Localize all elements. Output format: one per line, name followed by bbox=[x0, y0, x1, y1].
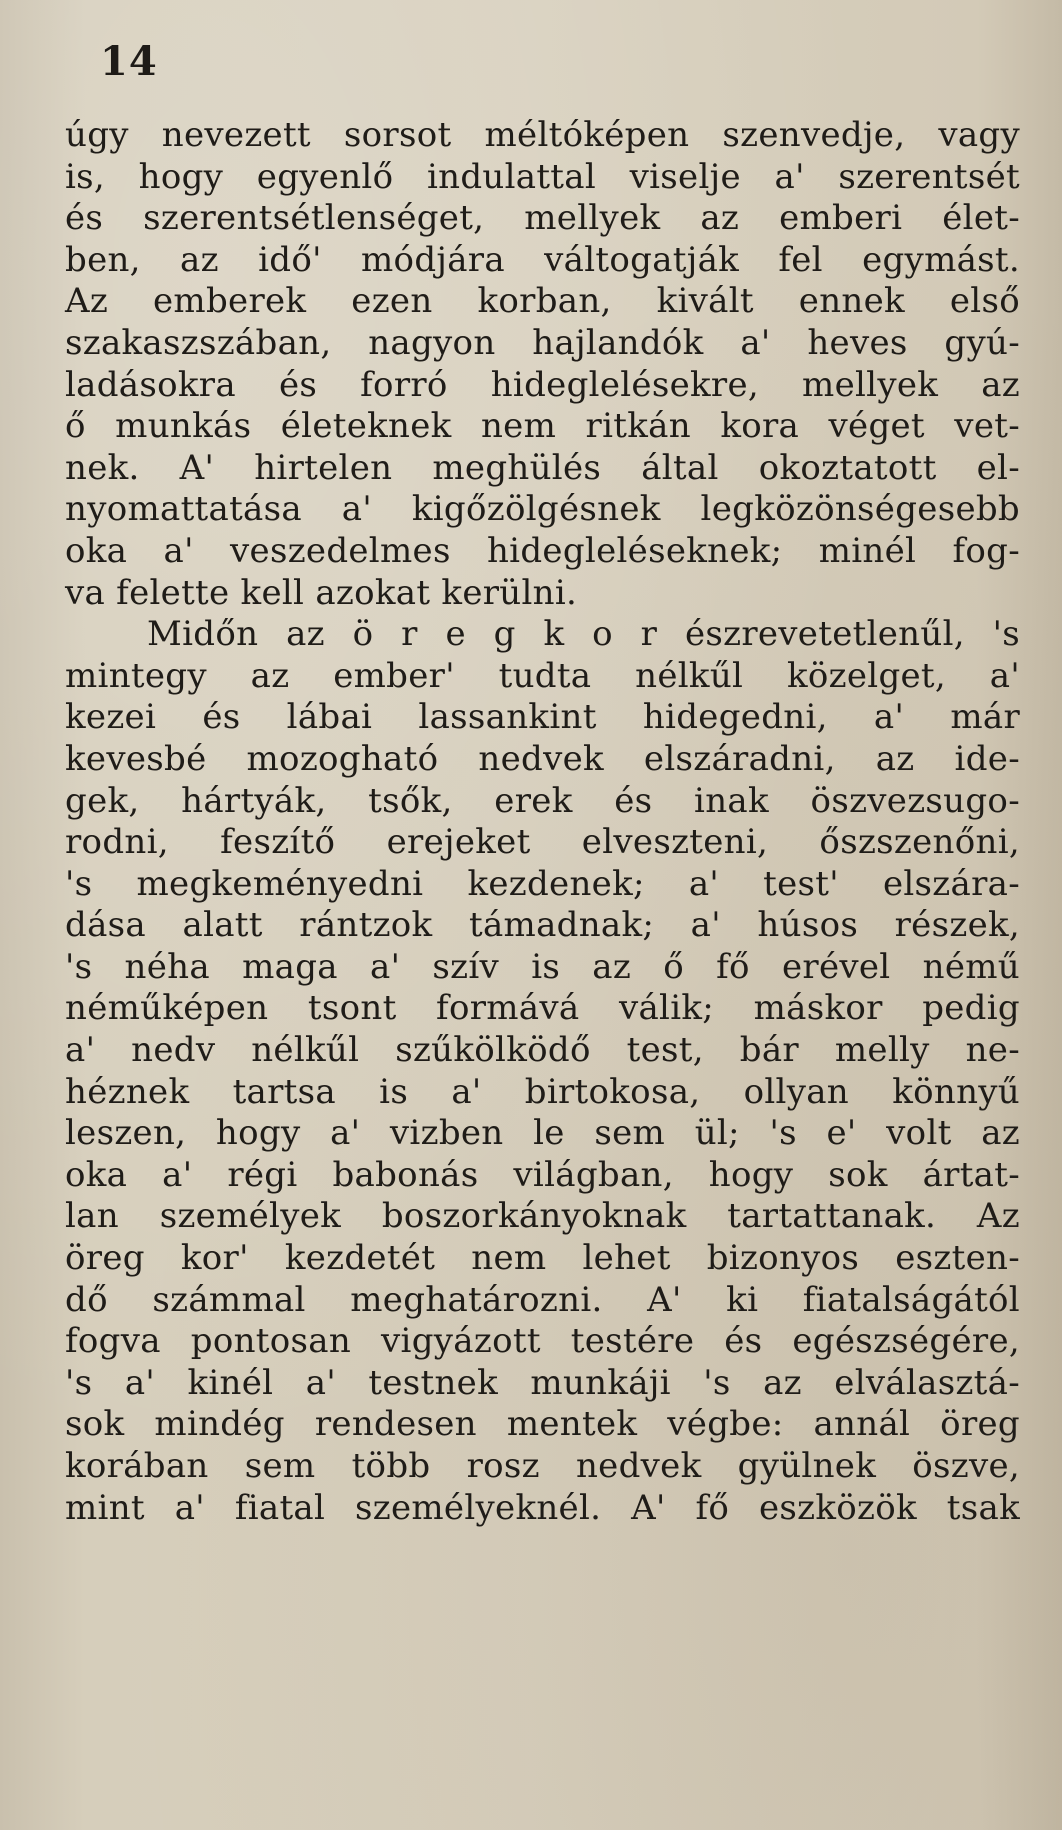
text-line: szakaszszában, nagyon hajlandók a' heves gyú- bbox=[65, 322, 1020, 363]
text-line: fogva pontosan vigyázott testére és egészségére, bbox=[65, 1321, 1020, 1362]
text-line: 's néha maga a' szív is az ő fő erével némű bbox=[65, 946, 1020, 987]
text-line: ben, az idő' módjára váltogatják fel egymást. bbox=[65, 239, 1020, 280]
text-line: nek. A' hirtelen meghülés által okoztatott el- bbox=[65, 447, 1020, 488]
text-line: néműképen tsont formává válik; máskor pedig bbox=[65, 988, 1020, 1029]
text-line: gek, hártyák, tsők, erek és inak öszvezsugo- bbox=[65, 780, 1020, 821]
text-line: oka a' veszedelmes hidegleléseknek; minél fog- bbox=[65, 530, 1020, 571]
paragraph-start-line: Midőn az ö r e g k o r észrevetetlenűl, 's bbox=[147, 614, 1020, 655]
body-text bbox=[65, 115, 1020, 1529]
text-line: dő számmal meghatározni. A' ki fiatalságától bbox=[65, 1279, 1020, 1320]
text-line: mintegy az ember' tudta nélkűl közelget, a' bbox=[65, 655, 1020, 696]
text-line: rodni, feszítő erejeket elveszteni, őszszenőni, bbox=[65, 822, 1020, 863]
text-line: mint a' fiatal személyeknél. A' fő eszközök tsak bbox=[65, 1487, 1020, 1528]
text-line: a' nedv nélkűl szűkölködő test, bár melly ne- bbox=[65, 1030, 1020, 1071]
text-line: kezei és lábai lassankint hidegedni, a' már bbox=[65, 697, 1020, 738]
text-line: és szerentsétlenséget, mellyek az emberi élet- bbox=[65, 198, 1020, 239]
text-line: is, hogy egyenlő indulattal viselje a' szerentsét bbox=[65, 156, 1020, 197]
text-line: héznek tartsa is a' birtokosa, ollyan könnyű bbox=[65, 1071, 1020, 1112]
text-line: ő munkás életeknek nem ritkán kora véget vet- bbox=[65, 406, 1020, 447]
text-line: öreg kor' kezdetét nem lehet bizonyos eszten- bbox=[65, 1238, 1020, 1279]
text-line: Az emberek ezen korban, kivált ennek első bbox=[65, 281, 1020, 322]
text-line: korában sem több rosz nedvek gyülnek öszve, bbox=[65, 1446, 1020, 1486]
text-line: nyomattatása a' kigőzölgésnek legközönségesebb bbox=[65, 489, 1020, 530]
text-line: sok mindég rendesen mentek végbe: annál öreg bbox=[65, 1404, 1020, 1445]
text-line: oka a' régi babonás világban, hogy sok ártat- bbox=[65, 1154, 1020, 1195]
text-line: ladásokra és forró hideglelésekre, mellyek az bbox=[65, 364, 1020, 405]
page-number: 14 bbox=[100, 38, 158, 85]
text-line: kevesbé mozogható nedvek elszáradni, az ide- bbox=[65, 738, 1020, 779]
text-line: leszen, hogy a' vizben le sem ül; 's e' volt az bbox=[65, 1113, 1020, 1154]
text-line: dása alatt rántzok támadnak; a' húsos részek, bbox=[65, 905, 1020, 946]
text-line: lan személyek boszorkányoknak tartattanak. Az bbox=[65, 1196, 1020, 1237]
text-line: 's a' kinél a' testnek munkáji 's az elválasztá- bbox=[65, 1362, 1020, 1403]
text-line: 's megkeményedni kezdenek; a' test' elszára- bbox=[65, 863, 1020, 904]
text-line: úgy nevezett sorsot méltóképen szenvedje, vagy bbox=[65, 115, 1020, 155]
paragraph-end-line: va felette kell azokat kerülni. bbox=[65, 572, 578, 613]
